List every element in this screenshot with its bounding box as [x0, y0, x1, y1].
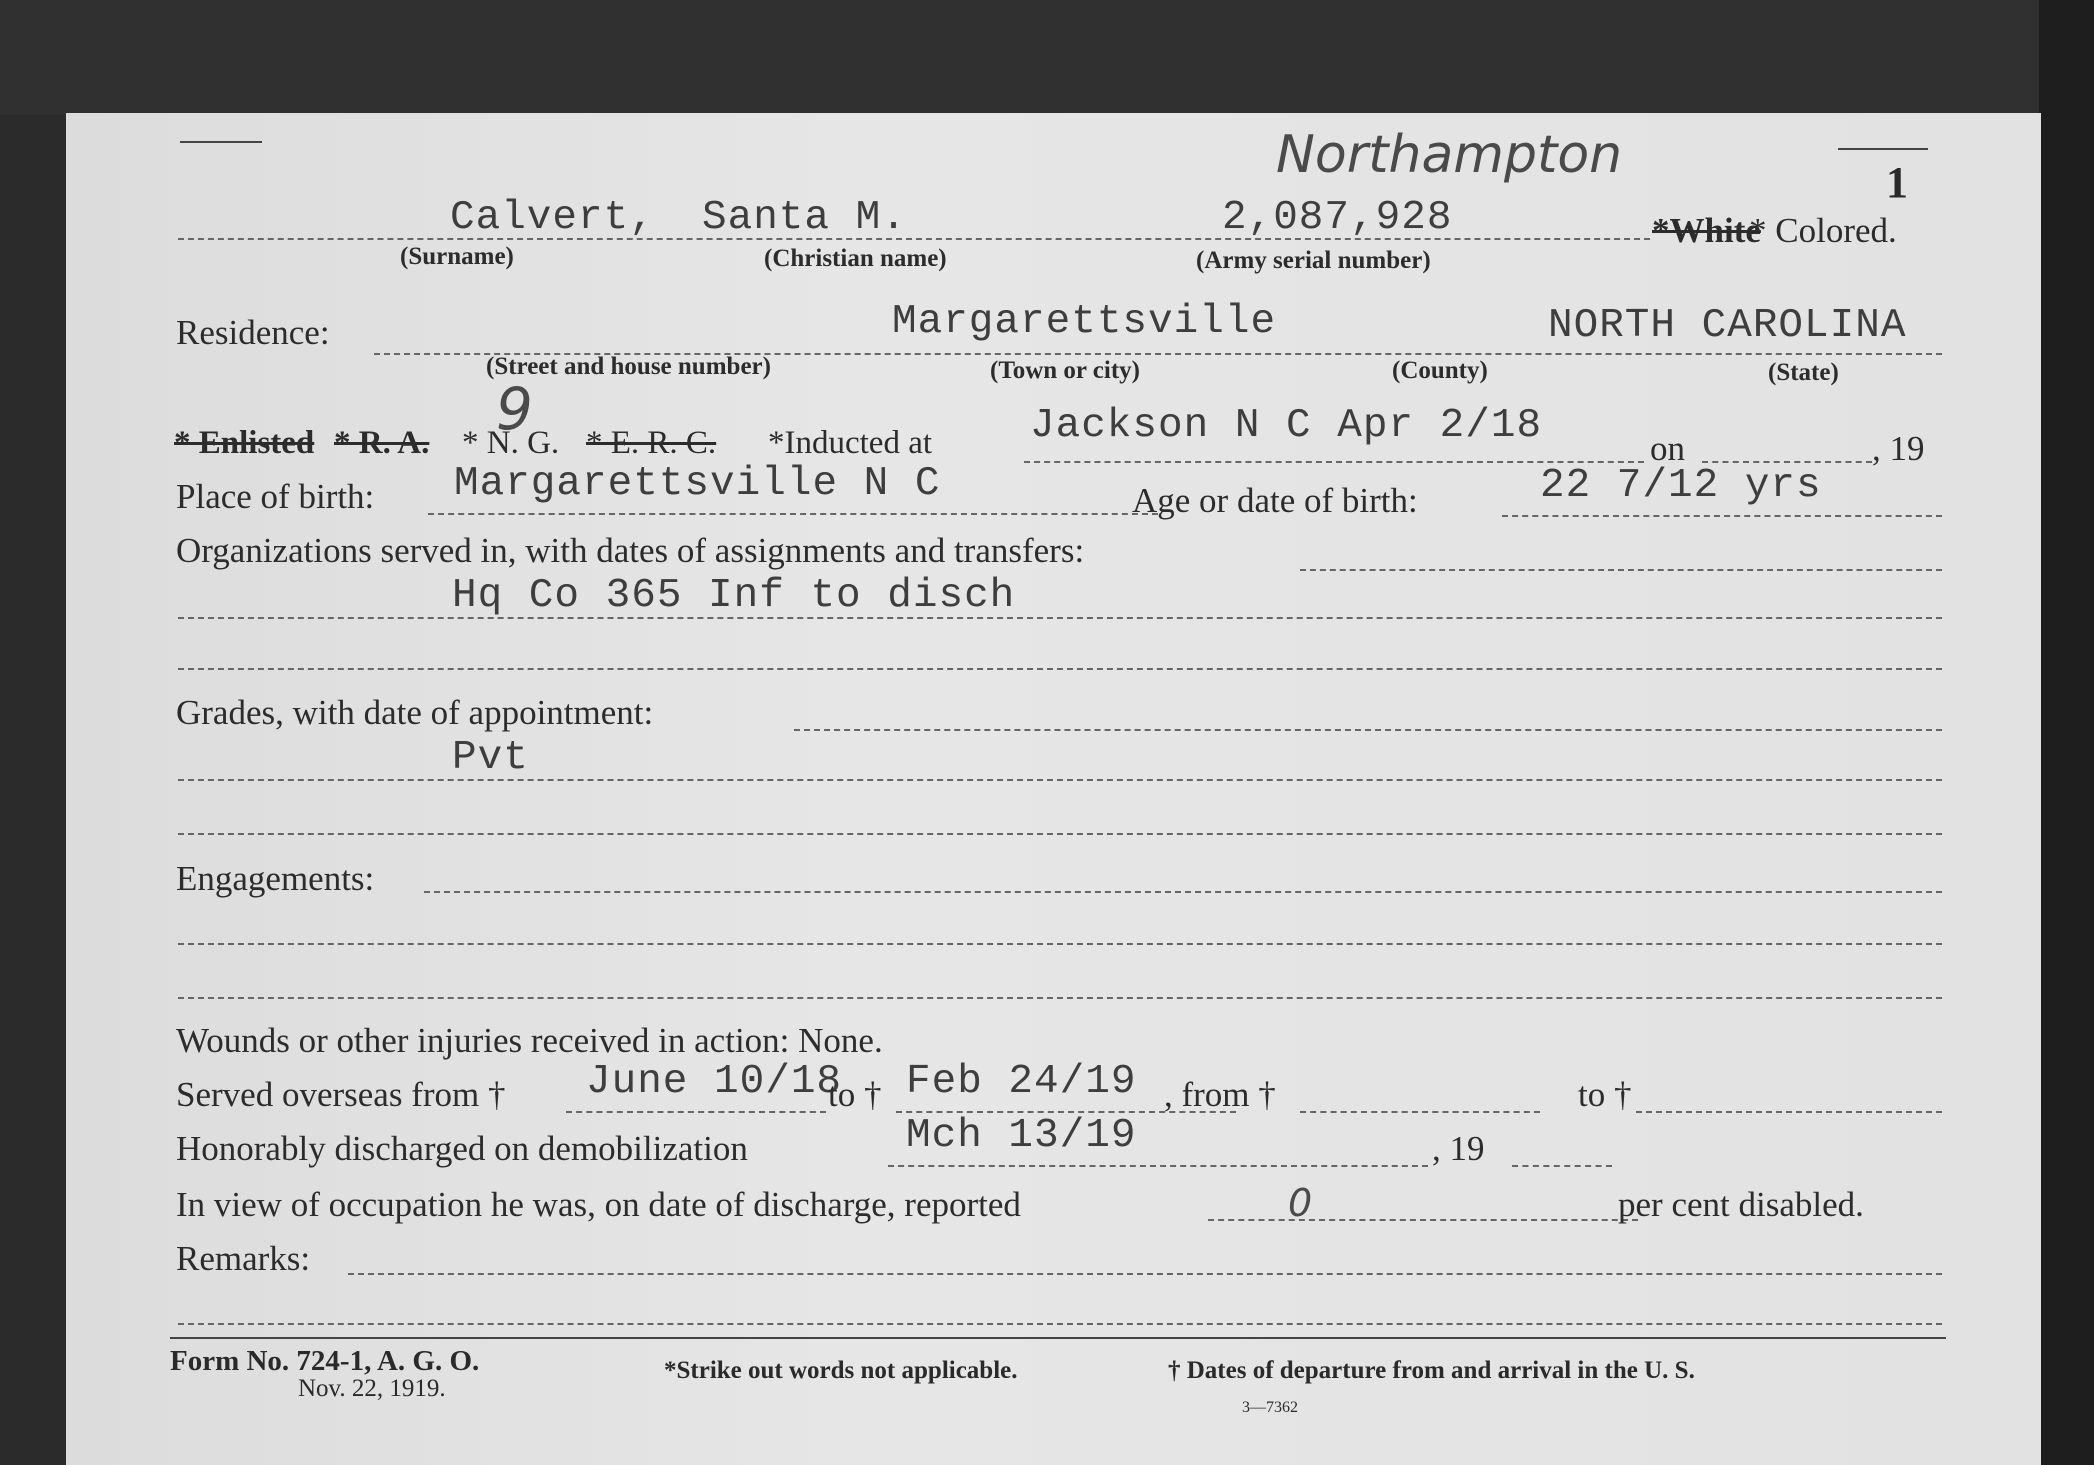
caption-town: (Town or city) — [990, 357, 1140, 384]
discharge-year-label: , 19 — [1432, 1129, 1485, 1168]
dates-note: † Dates of departure from and arrival in the U. S. — [1168, 1357, 1695, 1384]
engagements-line-3 — [178, 997, 1942, 999]
birth-place-line — [428, 513, 1158, 515]
ng-option: * N. G. — [462, 425, 560, 461]
page-number: 1 — [1886, 158, 1908, 207]
discharge-date-value: Mch 13/19 — [906, 1113, 1137, 1159]
caption-christian-name: (Christian name) — [764, 245, 947, 272]
birth-place-label: Place of birth: — [176, 477, 375, 516]
wounds-label: Wounds or other injuries received in action: None. — [176, 1021, 883, 1060]
inducted-place-value: Jackson N C Apr 2/18 — [1030, 403, 1543, 449]
form-date: Nov. 22, 1919. — [298, 1375, 446, 1402]
overseas-from2-line — [1300, 1111, 1540, 1113]
grades-line-1 — [794, 729, 1942, 731]
caption-surname: (Surname) — [400, 243, 514, 270]
engagements-label: Engagements: — [176, 859, 375, 898]
organizations-line-1 — [1300, 569, 1942, 571]
caption-street: (Street and house number) — [486, 353, 771, 380]
colored-label: * Colored. — [1749, 211, 1897, 250]
overseas-to2-label: to † — [1578, 1075, 1632, 1114]
discharge-label: Honorably discharged on demobilization — [176, 1129, 748, 1168]
organizations-label: Organizations served in, with dates of assignments and transfers: — [176, 531, 1085, 570]
christian-name-value: Santa M. — [702, 195, 907, 241]
overseas-to-label: to † — [828, 1075, 882, 1114]
caption-state: (State) — [1768, 359, 1839, 386]
disability-label: In view of occupation he was, on date of discharge, reported — [176, 1185, 1021, 1224]
engagements-line-1 — [424, 891, 1942, 893]
serial-number-value: 2,087,928 — [1222, 195, 1453, 241]
grades-value: Pvt — [452, 735, 529, 781]
handwritten-county: Northampton — [1276, 125, 1623, 185]
age-line — [1502, 515, 1942, 517]
organizations-line-3 — [178, 668, 1942, 670]
overseas-to1-value: Feb 24/19 — [906, 1059, 1137, 1105]
overseas-from1-value: June 10/18 — [586, 1059, 843, 1105]
enlisted-option: * Enlisted — [174, 425, 315, 461]
erc-option: * E. R. C. — [586, 425, 717, 461]
white-label: *White — [1652, 211, 1761, 250]
year-label: , 19 — [1872, 429, 1925, 468]
strike-note: *Strike out words not applicable. — [664, 1357, 1018, 1384]
overseas-from2-label: , from † — [1164, 1075, 1276, 1114]
top-right-rule — [1838, 148, 1928, 150]
remarks-label: Remarks: — [176, 1239, 311, 1278]
engagements-line-2 — [178, 943, 1942, 945]
dark-background-top — [0, 0, 2094, 115]
birth-place-value: Margarettsville N C — [454, 461, 941, 507]
residence-town-value: Margarettsville — [892, 299, 1277, 345]
dark-background-right — [2039, 0, 2094, 1465]
discharge-year-line — [1512, 1165, 1612, 1167]
grades-line-3 — [178, 833, 1942, 835]
residence-state-value: NORTH CAROLINA — [1548, 303, 1907, 349]
disability-suffix: per cent disabled. — [1618, 1185, 1864, 1224]
surname-value: Calvert, — [450, 195, 655, 241]
grades-line-2 — [178, 779, 1942, 781]
overseas-to2-line — [1636, 1111, 1942, 1113]
service-record-card — [66, 113, 2041, 1465]
overseas-label: Served overseas from † — [176, 1075, 506, 1114]
grades-label: Grades, with date of appointment: — [176, 693, 654, 732]
disability-value: 0 — [1288, 1181, 1313, 1225]
age-label: Age or date of birth: — [1132, 481, 1418, 520]
organizations-value: Hq Co 365 Inf to disch — [452, 573, 1016, 619]
ra-option: * R. A. — [334, 425, 430, 461]
overseas-from1-line — [566, 1111, 826, 1113]
remarks-line-2 — [178, 1323, 1942, 1325]
form-number: Form No. 724-1, A. G. O. — [170, 1345, 480, 1377]
top-left-rule — [180, 141, 262, 143]
discharge-line — [888, 1165, 1428, 1167]
age-value: 22 7/12 yrs — [1540, 463, 1822, 509]
residence-label: Residence: — [176, 313, 330, 352]
caption-county: (County) — [1392, 357, 1488, 384]
inducted-label: *Inducted at — [768, 425, 933, 461]
handwritten-mark: 9 — [496, 375, 533, 443]
disability-line — [1208, 1219, 1638, 1221]
remarks-line-1 — [348, 1273, 1942, 1275]
print-code: 3—7362 — [1242, 1399, 1298, 1416]
footer-rule — [170, 1337, 1946, 1339]
caption-serial-number: (Army serial number) — [1196, 247, 1431, 274]
on-label: on — [1650, 429, 1685, 468]
organizations-line-2 — [178, 617, 1942, 619]
